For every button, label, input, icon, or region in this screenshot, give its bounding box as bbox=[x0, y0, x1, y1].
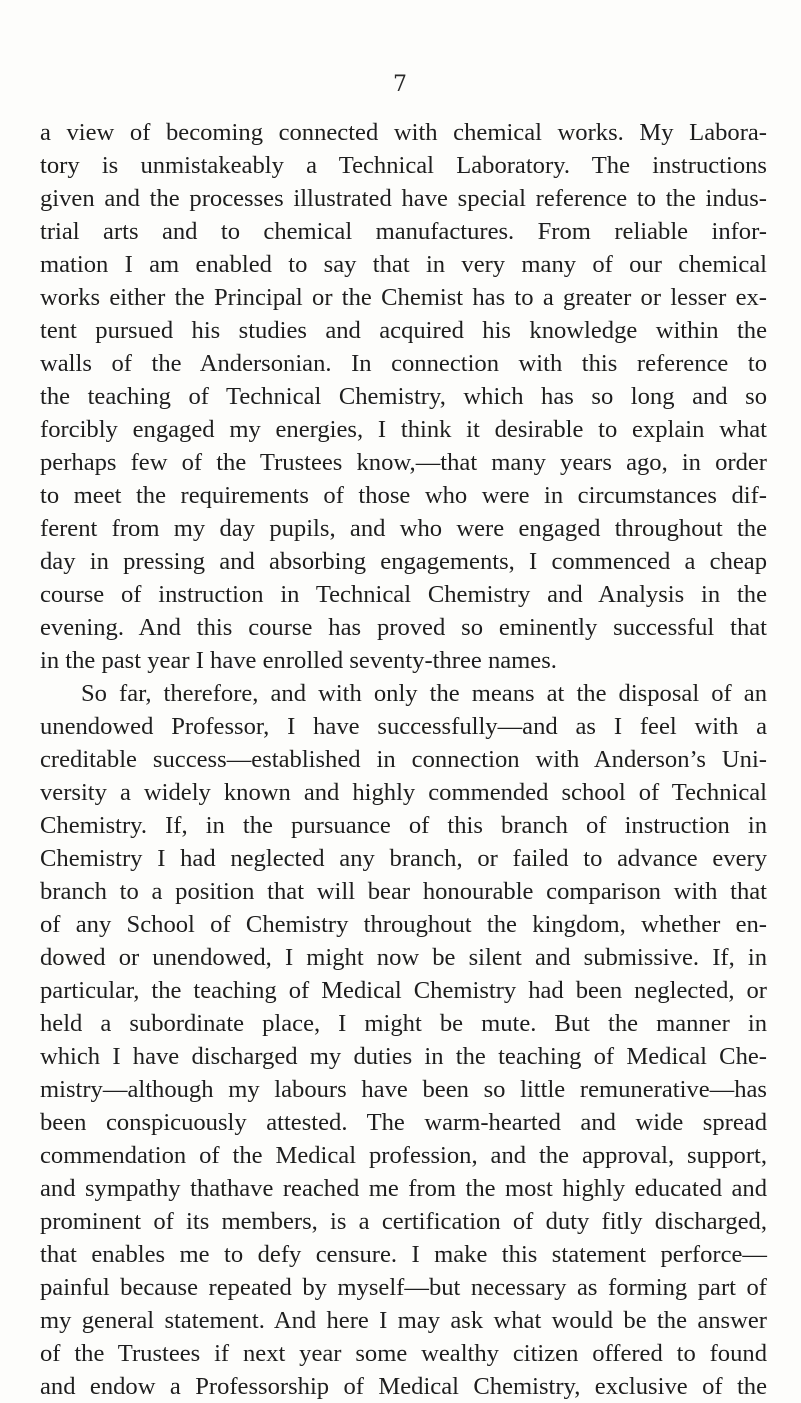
text-line: tent pursued his studies and acquired his knowledge within the bbox=[40, 317, 767, 344]
text-line: been conspicuously attested. The warm-hearted and wide spread bbox=[40, 1109, 767, 1136]
text-line: particular, the teaching of Medical Chemistry had been neglected, or bbox=[40, 977, 767, 1004]
text-line: walls of the Andersonian. In connection with this reference to bbox=[40, 350, 767, 377]
text-line: evening. And this course has proved so eminently successful that bbox=[40, 614, 767, 641]
text-line: ferent from my day pupils, and who were engaged throughout the bbox=[40, 515, 767, 542]
text-line: of the Trustees if next year some wealthy citizen offered to found bbox=[40, 1340, 767, 1367]
text-line: day in pressing and absorbing engagements, I commenced a cheap bbox=[40, 548, 767, 575]
text-line: branch to a position that will bear honourable comparison with that bbox=[40, 878, 767, 905]
text-line: perhaps few of the Trustees know,—that many years ago, in order bbox=[40, 449, 767, 476]
text-line: creditable success—established in connection with Anderson’s Uni- bbox=[40, 746, 767, 773]
page-number: 7 bbox=[393, 72, 407, 97]
body-text bbox=[40, 116, 767, 1403]
text-line: tory is unmistakeably a Technical Laboratory. The instructions bbox=[40, 152, 767, 179]
text-line: prominent of its members, is a certification of duty fitly discharged, bbox=[40, 1208, 767, 1235]
text-line: course of instruction in Technical Chemistry and Analysis in the bbox=[40, 581, 767, 608]
text-line: and sympathy thathave reached me from the most highly educated and bbox=[40, 1175, 767, 1202]
text-line: mistry—although my labours have been so little remunerative—has bbox=[40, 1076, 767, 1103]
text-line: that enables me to defy censure. I make this statement perforce— bbox=[40, 1241, 767, 1268]
text-line: dowed or unendowed, I might now be silent and submissive. If, in bbox=[40, 944, 767, 971]
text-line: commendation of the Medical profession, and the approval, support, bbox=[40, 1142, 767, 1169]
text-line: trial arts and to chemical manufactures. From reliable infor- bbox=[40, 218, 767, 245]
text-line: forcibly engaged my energies, I think it desirable to explain what bbox=[40, 416, 767, 443]
text-line: which I have discharged my duties in the teaching of Medical Che- bbox=[40, 1043, 767, 1070]
text-line: to meet the requirements of those who were in circumstances dif- bbox=[40, 482, 767, 509]
text-line: in the past year I have enrolled seventy-three names. bbox=[40, 647, 557, 674]
text-line: my general statement. And here I may ask what would be the answer bbox=[40, 1307, 767, 1334]
text-line: unendowed Professor, I have successfully—and as I feel with a bbox=[40, 713, 767, 740]
text-line: painful because repeated by myself—but necessary as forming part of bbox=[40, 1274, 767, 1301]
text-line: So far, therefore, and with only the means at the disposal of an bbox=[81, 680, 767, 707]
text-line: Chemistry. If, in the pursuancе of this branch of instruction in bbox=[40, 812, 767, 839]
text-line: the teaching of Technical Chemistry, which has so long and so bbox=[40, 383, 767, 410]
text-line: mation I am enabled to say that in very many of our chemical bbox=[40, 251, 767, 278]
text-line: versity a widely known and highly commended school of Technical bbox=[40, 779, 767, 806]
text-line: a view of becoming connected with chemical works. My Labora- bbox=[40, 119, 767, 146]
text-line: and endow a Professorship of Medical Chemistry, exclusive of the bbox=[40, 1373, 767, 1400]
text-line: works either the Principal or the Chemist has to a greater or lesser ex- bbox=[40, 284, 767, 311]
text-line: of any School of Chemistry throughout the kingdom, whether en- bbox=[40, 911, 767, 938]
text-line: given and the processes illustrated have special reference to the indus- bbox=[40, 185, 767, 212]
text-line: Chemistry I had neglected any branch, or failed to advance every bbox=[40, 845, 767, 872]
text-line: held a subordinatе place, I might be mute. But the manner in bbox=[40, 1010, 767, 1037]
